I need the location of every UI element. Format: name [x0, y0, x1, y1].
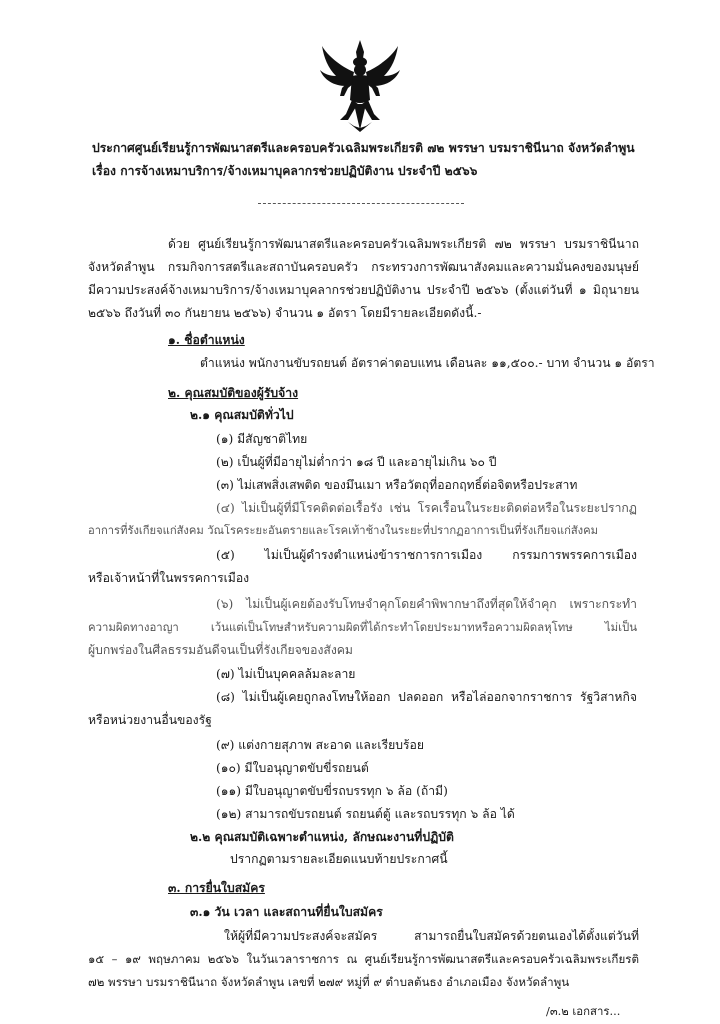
qualification-item-3: (๓) ไม่เสพสิ่งเสพติด ของมึนเมา หรือวัตถุที่ออกฤทธิ์ต่อจิตหรือประสาท	[216, 478, 578, 492]
announcement-subject: เรื่อง การจ้างเหมาบริการ/จ้างเหมาบุคลากรช่วยปฏิบัติงาน ประจำปี ๒๕๖๖	[92, 164, 478, 178]
qualification-item-6-line-3: ผู้บกพร่องในศีลธรรมอันดีจนเป็นที่รังเกียจของสังคม	[88, 643, 353, 657]
qualification-item-2: (๒) เป็นผู้ที่มีอายุไม่ต่ำกว่า ๑๘ ปี และอายุไม่เกิน ๖๐ ปี	[216, 455, 497, 469]
section-2-2-detail: ปรากฏตามรายละเอียดแนบท้ายประกาศนี้	[230, 852, 448, 866]
qualification-item-10: (๑๐) มีใบอนุญาตขับขี่รถยนต์	[216, 761, 369, 775]
section-1-heading: ๑. ชื่อตำแหน่ง	[168, 333, 245, 347]
section-2-heading: ๒. คุณสมบัติของผู้รับจ้าง	[168, 386, 299, 400]
title-divider	[258, 203, 464, 204]
page-continuation: /๓.๒ เอกสาร...	[546, 1004, 621, 1018]
section-3-1-heading: ๓.๑ วัน เวลา และสถานที่ยื่นใบสมัคร	[190, 905, 383, 919]
qualification-item-6-line-2: ความผิดทางอาญา เว้นแต่เป็นโทษสำหรับความผิดที่ได้กระทำโดยประมาทหรือความผิดลหุโทษ ไม่เป็น	[88, 620, 637, 634]
qualification-item-11: (๑๑) มีใบอนุญาตขับขี่รถบรรทุก ๖ ล้อ (ถ้ามี)	[216, 784, 448, 798]
intro-line-3: มีความประสงค์จ้างเหมาบริการ/จ้างเหมาบุคลากรช่วยปฏิบัติงาน ประจำปี ๒๕๖๖ (ตั้งแต่วันที่ ๑ มิถุนายน	[88, 283, 639, 297]
announcement-title: ประกาศศูนย์เรียนรู้การพัฒนาสตรีและครอบครัวเฉลิมพระเกียรติ ๗๒ พรรษา บรมราชินีนาถ จังหวัดลำพูน	[92, 141, 635, 155]
qualification-item-9: (๙) แต่งกายสุภาพ สะอาด และเรียบร้อย	[216, 738, 425, 752]
qualification-item-5-line-2: หรือเจ้าหน้าที่ในพรรคการเมือง	[88, 571, 250, 585]
section-2-1-heading: ๒.๑ คุณสมบัติทั่วไป	[190, 408, 294, 422]
qualification-item-6-line-1: (๖) ไม่เป็นผู้เคยต้องรับโทษจำคุกโดยคำพิพากษาถึงที่สุดให้จำคุก เพราะกระทำ	[216, 597, 637, 611]
qualification-item-4-line-1: (๔) ไม่เป็นผู้ที่มีโรคติดต่อเรื้อรัง เช่น โรคเรื้อนในระยะติดต่อหรือในระยะปรากฏ	[216, 501, 637, 515]
application-detail-line-3: ๗๒ พรรษา บรมราชินีนาถ จังหวัดลำพูน เลขที่ ๒๗๙ หมู่ที่ ๙ ตำบลต้นธง อำเภอเมือง จังหวัดลำพูน	[88, 975, 570, 989]
qualification-item-4-line-2: อาการที่รังเกียจแก่สังคม วัณโรคระยะอันตรายและโรคเท้าช้างในระยะที่ปรากฏอาการเป็นที่รังเกียจแก่สังคม	[88, 524, 598, 537]
qualification-item-12: (๑๒) สามารถขับรถยนต์ รถยนต์ตู้ และรถบรรทุก ๖ ล้อ ได้	[216, 807, 515, 821]
qualification-item-7: (๗) ไม่เป็นบุคคลล้มละลาย	[216, 667, 356, 681]
section-3-heading: ๓. การยื่นใบสมัคร	[168, 881, 265, 895]
intro-line-1: ด้วย ศูนย์เรียนรู้การพัฒนาสตรีและครอบครัวเฉลิมพระเกียรติ ๗๒ พรรษา บรมราชินีนาถ	[168, 237, 639, 251]
garuda-emblem-icon	[318, 38, 402, 134]
intro-line-4: ๒๕๖๖ ถึงวันที่ ๓๐ กันยายน ๒๕๖๖) จำนวน ๑ อัตรา โดยมีรายละเอียดดังนี้.-	[88, 306, 482, 320]
intro-line-2: จังหวัดลำพูน กรมกิจการสตรีและสถาบันครอบครัว กระทรวงการพัฒนาสังคมและความมั่นคงของมนุษย์	[88, 260, 639, 274]
qualification-item-8-line-1: (๘) ไม่เป็นผู้เคยถูกลงโทษให้ออก ปลดออก หรือไล่ออกจากราชการ รัฐวิสาหกิจ	[216, 690, 637, 704]
qualification-item-5-line-1: (๕) ไม่เป็นผู้ดำรงตำแหน่งข้าราชการการเมือง กรรมการพรรคการเมือง	[216, 548, 637, 562]
application-detail-line-2: ๑๕ – ๑๙ พฤษภาคม ๒๕๖๖ ในวันเวลาราชการ ณ ศูนย์เรียนรู้การพัฒนาสตรีและครอบครัวเฉลิมพระเกียรติ	[88, 952, 639, 966]
qualification-item-8-line-2: หรือหน่วยงานอื่นของรัฐ	[88, 713, 212, 727]
position-detail: ตำแหน่ง พนักงานขับรถยนต์ อัตราค่าตอบแทน เดือนละ ๑๑,๕๐๐.- บาท จำนวน ๑ อัตรา	[200, 356, 655, 370]
section-2-2-heading: ๒.๒ คุณสมบัติเฉพาะตำแหน่ง, ลักษณะงานที่ปฏิบัติ	[190, 830, 454, 844]
qualification-item-1: (๑) มีสัญชาติไทย	[216, 432, 308, 446]
application-detail-line-1: ให้ผู้ที่มีความประสงค์จะสมัคร สามารถยื่นใบสมัครด้วยตนเองได้ตั้งแต่วันที่	[224, 929, 639, 943]
